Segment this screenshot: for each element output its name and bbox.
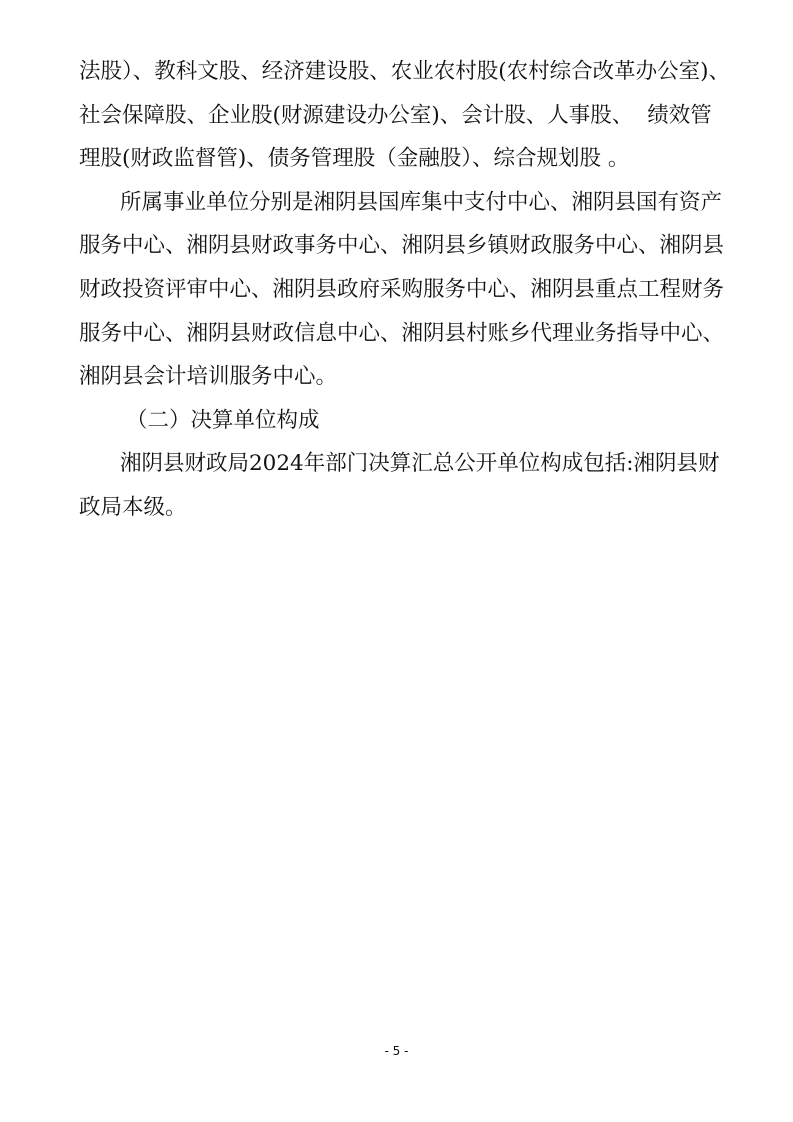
- paragraph-affiliated-units: [79, 181, 725, 399]
- text-line: 服务中心、湘阴县财政信息中心、湘阴县村账乡代理业务指导中心、: [79, 320, 725, 346]
- paragraph-institutional-departments: [79, 50, 731, 181]
- page-number: - 5 -: [384, 1044, 409, 1058]
- text-line: 湘阴县财政局2024年部门决算汇总公开单位构成包括:湘阴县财: [120, 451, 720, 477]
- text-line: 法股）、教科文股、经济建设股、农业农村股(农村综合改革办公室)、: [79, 59, 731, 84]
- text-line: 服务中心、湘阴县财政事务中心、湘阴县乡镇财政服务中心、湘阴县: [79, 233, 725, 259]
- text-line: 财政投资评审中心、湘阴县政府采购服务中心、湘阴县重点工程财务: [79, 276, 725, 302]
- document-body: [79, 50, 731, 530]
- text-line: 所属事业单位分别是湘阴县国库集中支付中心、湘阴县国有资产: [120, 189, 723, 215]
- text-segment: 绩效管: [647, 102, 712, 128]
- paragraph-final-accounts-units: [79, 442, 719, 529]
- section-heading: （二）决算单位构成: [126, 407, 320, 433]
- text-segment: 社会保障股、企业股(财源建设办公室)、会计股、人事股、: [79, 102, 634, 128]
- text-line: 政局本级。: [79, 494, 187, 520]
- text-line: [79, 94, 719, 138]
- text-line: 理股(财政监督管)、债务管理股（金融股）、综合规划股 。: [79, 146, 630, 172]
- text-line: 湘阴县会计培训服务中心。: [79, 364, 338, 390]
